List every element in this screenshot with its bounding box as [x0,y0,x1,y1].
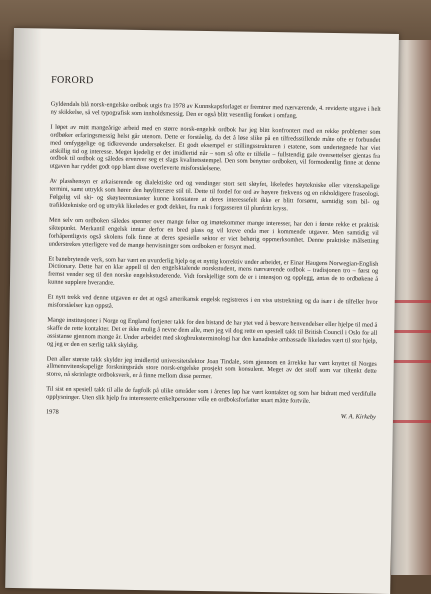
background-stripe [393,330,431,333]
page-gutter-shadow [5,28,42,588]
paragraph: Et nytt trekk ved denne utgaven er det at også amerikansk engelsk registreres i en viss utstrekning og da især i de tilfeller hvor misforståelser kan oppstå. [47,293,378,310]
page-content [46,75,381,421]
paragraph: Et banebrytende verk, som har vært en uvurderlig hjelp og et nyttig korrektiv under arbeidet, er Einar Haugens Norwegian-English Dictionary. Dette har en klar appell til den engelsktalende norskstudent, mens nærværende ordbok – tradisjonen tro – først og fremst vender seg til den norske engelskstuderende. Vidt forskjellige som de er i intensjon og opplegg, antas de to ordbøkene å kunne supplere hverandre. [47,255,379,287]
footer-year: 1978 [45,408,59,416]
paragraph: Gyldendals blå norsk-engelske ordbok utgis fra 1978 av Kunnskapsforlaget er fremtrer med nærværende, 4. reviderte utgave i helt ny skikkelse, så vel typografisk som innholdsmessig. Den er også blitt vesentlig forøket i omfang. [50,100,381,120]
paragraph: I løpet av mitt mangeårige arbeid med en større norsk-engelsk ordbok har jeg blitt konfrontert med en rekke problemer som ordbøker erfaringsmessig helst går utenom. Dette er forståelig, da det å løse slike på en tilfredsstillende måte ofte er forbundet med omfyggelige og tidkrevende undersøkelser. Et godt eksempel er stillingsstrukturen i etatene, som undertegnede har viet atskillig tid og interesse. Meget kjedelig er det imidlertid når – som så ofte er tilfelle – fullstendig gale oversettelser gjentas fra ordbok til ordbok og således erverver seg et slags kvalitetsstempel. Den som benytter ordboken, vil formodentlig finne at denne utgaven har ryddet godt opp blant disse overleverte misforståelsene. [49,123,381,173]
author-signature: W. A. Kirkeby [340,413,376,421]
page-title: FORORD [51,74,94,87]
paragraph: Den aller største takk skylder jeg imidlertid universitetslektor Joan Tindale, som gjennom en årrekke har vært knyttet til Norges allmennvitenskapelige forskningsråds store norsk-engelske prosjekt som konsulent. Meget av det stoff som var tiltenkt dette storre, nå skrinlagte ordboksverk, er å finne mellom disse permer. [46,355,377,381]
page-footer [46,409,376,421]
paragraph: Mange institusjoner i Norge og England fortjener takk for den bistand de har ytet ved å besvare henvendelser eller hjelpe til med å skaffe de rette kontakter. Det er ikke mulig å nevne dem alle, men jeg vil dog rette en spesiell takk til British Council i Oslo for all assistanse gjennom mange år. Under arbeidet med skogbruksterminologi har den kanadiske ambassade likeledes vært til stor hjelp, og jeg er den en særlig takk skyldig. [46,316,378,349]
paragraph: Til sist en spesiell takk til alle de fagfolk på ulike områder som i årenes løp har vært kontaktet og som har bidratt med verdifulle opplysninger. Uten slik hjelp fra interesserte enkeltpersoner ville en ordboksforfatter snart måtte fortvile. [46,385,377,405]
book-page [5,28,399,594]
background-stripe [393,420,431,423]
paragraph: Av plasshensyn er arkaiserende og dialektiske ord og vendinger stort sett sløyfet, likeledes høytekniske eller vitenskapelige termini, samt uttrykk som hører den høylitterære stil til. Dette til fordel for ord av høyere frekvens og en rikholdigere fraseologi. Følgelig vil ski- og skøyteentusiaster kunne konstatere at deres interessefelt ikke er blitt forsømt, samtidig som bil- og trafikktekniske ord og uttrykk likeledes er godt dekket, fra rusk i forgasseren til plunfritt kryss. [49,177,380,213]
background-stripe [393,360,431,363]
background-stripe [393,300,431,303]
paragraph: Men selv om ordboken således spenner over mange felter og imøtekommer mange interesser, har den i første rekke et praktisk siktepunkt. Merkantil engelsk inntar derfor en bred plass og vil kreve enda mer i kommende utgaver. Men samtidig vil forhåpentligvis også skolens folk finne at deres spesielle sektor er viet behørig oppmerksomhet. Denne praktiske målsetting understrekes ytterligere ved de mange henvisninger som ordboken er forsynt med. [48,216,380,251]
